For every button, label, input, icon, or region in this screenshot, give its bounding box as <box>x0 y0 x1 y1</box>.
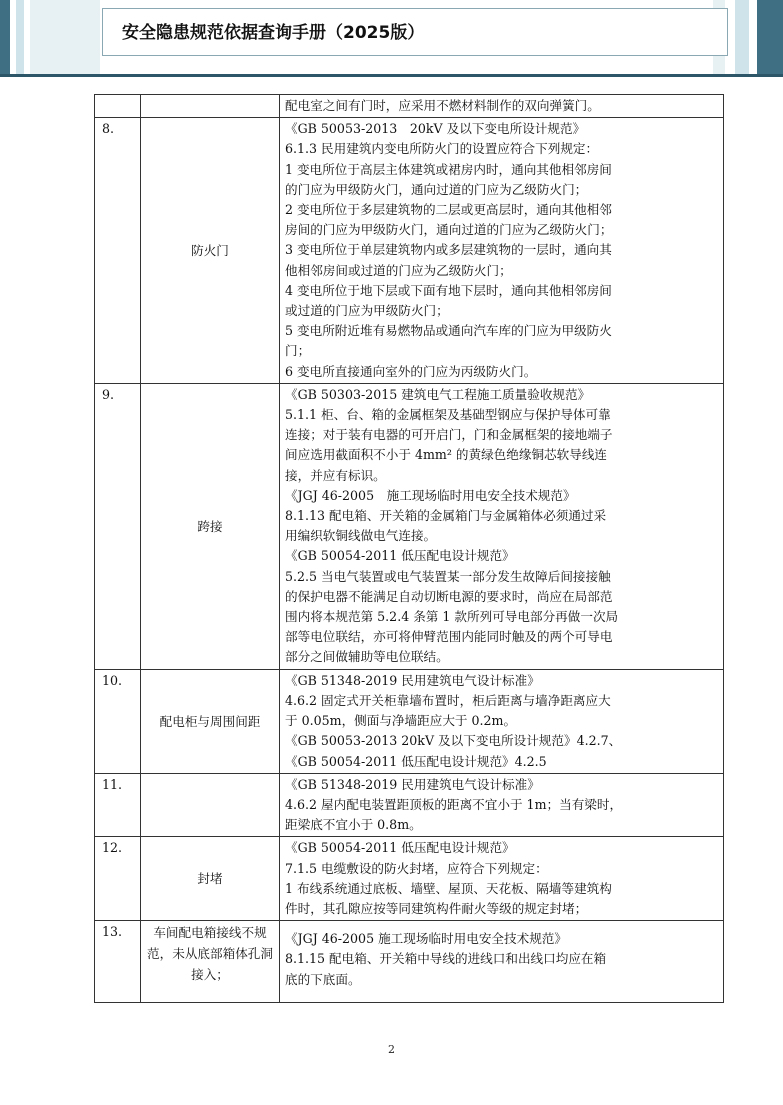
text-line: 5.1.1 柜、台、箱的金属框架及基础型钢应与保护导体可靠 <box>285 407 611 423</box>
header-divider <box>0 74 783 77</box>
text-line: 门； <box>285 343 311 359</box>
regulation-text <box>280 837 724 921</box>
text-line: 底的下底面。 <box>285 971 361 987</box>
text-line: 4 变电所位于地下层或下面有地下层时，通向其他相邻房间 <box>285 282 612 298</box>
text-line: 1 变电所位于高层主体建筑或裙房内时，通向其他相邻房间 <box>285 161 612 177</box>
text-line: 部分之间做辅助等电位联结。 <box>285 649 449 665</box>
text-line: 的门应为甲级防火门，通向过道的门应为乙级防火门； <box>285 181 588 197</box>
text-line: 《GB 50054-2011 低压配电设计规范》4.2.5 <box>285 753 547 769</box>
text-line: 6 变电所直接通向室外的门应为丙级防火门。 <box>285 363 537 379</box>
text-line: 他相邻房间或过道的门应为乙级防火门； <box>285 262 512 278</box>
text-line: 或过道的门应为甲级防火门； <box>285 303 449 319</box>
hazard-item: 封堵 <box>141 837 280 921</box>
regulation-text <box>280 669 724 773</box>
regulation-table <box>94 94 724 1003</box>
text-line: 4.6.2 屋内配电装置距顶板的距离不宜小于 1m；当有梁时， <box>285 796 623 812</box>
regulation-text <box>280 773 724 837</box>
table-row <box>95 837 724 921</box>
regulation-text <box>280 118 724 384</box>
text-line: 房间的门应为甲级防火门，通向过道的门应为乙级防火门； <box>285 222 613 238</box>
row-number: 9. <box>95 383 141 669</box>
row-number: 12. <box>95 837 141 921</box>
text-line: 《JGJ 46-2005 施工现场临时用电安全技术规范》 <box>285 487 576 503</box>
text-line: 《GB 50303-2015 建筑电气工程施工质量验收规范》 <box>285 386 591 402</box>
text-line: 4.6.2 固定式开关柜靠墙布置时，柜后距离与墙净距离应大 <box>285 692 611 708</box>
table-row <box>95 921 724 1003</box>
regulation-text <box>280 383 724 669</box>
hazard-item: 配电柜与周围间距 <box>141 669 280 773</box>
text-line: 《GB 50054-2011 低压配电设计规范》 <box>285 548 515 564</box>
page-title: 安全隐患规范依据查询手册（2025版） <box>122 23 425 43</box>
text-line: 8.1.15 配电箱、开关箱中导线的进线口和出线口均应在箱 <box>285 951 607 967</box>
page-number: 2 <box>388 1043 395 1056</box>
text-line: 《GB 51348-2019 民用建筑电气设计标准》 <box>285 776 540 792</box>
text-line: 1 布线系统通过底板、墙壁、屋顶、天花板、隔墙等建筑构 <box>285 880 612 896</box>
text-line: 于 0.05m，侧面与净墙距应大于 0.2m。 <box>285 713 517 729</box>
regulation-text <box>280 921 724 1003</box>
table-row <box>95 383 724 669</box>
text-line: 接，并应有标识。 <box>285 467 386 483</box>
row-number: 10. <box>95 669 141 773</box>
text-line: 用编织软铜线做电气连接。 <box>285 528 437 544</box>
text-line: 《GB 50053-2013 20kV 及以下变电所设计规范》4.2.7、 <box>285 733 622 749</box>
row-number <box>95 95 141 118</box>
table-row <box>95 669 724 773</box>
text-line: 围内将本规范第 5.2.4 条第 1 款所列可导电部分再做一次局 <box>285 609 619 625</box>
text-line: 5 变电所附近堆有易燃物品或通向汽车库的门应为甲级防火 <box>285 323 612 339</box>
text-line: 《GB 50054-2011 低压配电设计规范》 <box>285 840 515 856</box>
text-line: 2 变电所位于多层建筑物的二层或更高层时，通向其他相邻 <box>285 202 612 218</box>
text-line: 5.2.5 当电气装置或电气装置某一部分发生故障后间接接触 <box>285 568 611 584</box>
text-line: 《JGJ 46-2005 施工现场临时用电安全技术规范》 <box>285 931 567 947</box>
text-line: 的保护电器不能满足自动切断电源的要求时，尚应在局部范 <box>285 588 613 604</box>
row-number: 8. <box>95 118 141 384</box>
regulation-text <box>280 95 724 118</box>
text-line: 8.1.13 配电箱、开关箱的金属箱门与金属箱体必须通过采 <box>285 508 607 524</box>
table-row <box>95 118 724 384</box>
hazard-item: 跨接 <box>141 383 280 669</box>
text-line: 部等电位联结，亦可将伸臂范围内能同时触及的两个可导电 <box>285 629 613 645</box>
hazard-item: 车间配电箱接线不规范，未从底部箱体孔洞接入； <box>141 921 280 1003</box>
text-line: 7.1.5 电缆敷设的防火封堵，应符合下列规定： <box>285 860 548 876</box>
text-line: 6.1.3 民用建筑内变电所防火门的设置应符合下列规定： <box>285 141 599 157</box>
table-row <box>95 773 724 837</box>
header-left-decoration <box>0 0 100 74</box>
text-line: 连接；对于装有电器的可开启门，门和金属框架的接地端子 <box>285 427 613 443</box>
row-number: 13. <box>95 921 141 1003</box>
text-line: 间应选用截面积不小于 4mm² 的黄绿色绝缘铜芯软导线连 <box>285 447 608 463</box>
hazard-item <box>141 95 280 118</box>
text-line: 《GB 51348-2019 民用建筑电气设计标准》 <box>285 672 540 688</box>
hazard-item: 防火门 <box>141 118 280 384</box>
text-line: 配电室之间有门时，应采用不燃材料制作的双向弹簧门。 <box>285 98 600 113</box>
text-line: 件时，其孔隙应按等同建筑构件耐火等级的规定封堵； <box>285 900 588 916</box>
text-line: 距梁底不宜小于 0.8m。 <box>285 817 422 833</box>
table-row <box>95 95 724 118</box>
row-number: 11. <box>95 773 141 837</box>
text-line: 3 变电所位于单层建筑物内或多层建筑物的一层时，通向其 <box>285 242 612 258</box>
text-line: 《GB 50053-2013 20kV 及以下变电所设计规范》 <box>285 121 586 137</box>
hazard-item <box>141 773 280 837</box>
